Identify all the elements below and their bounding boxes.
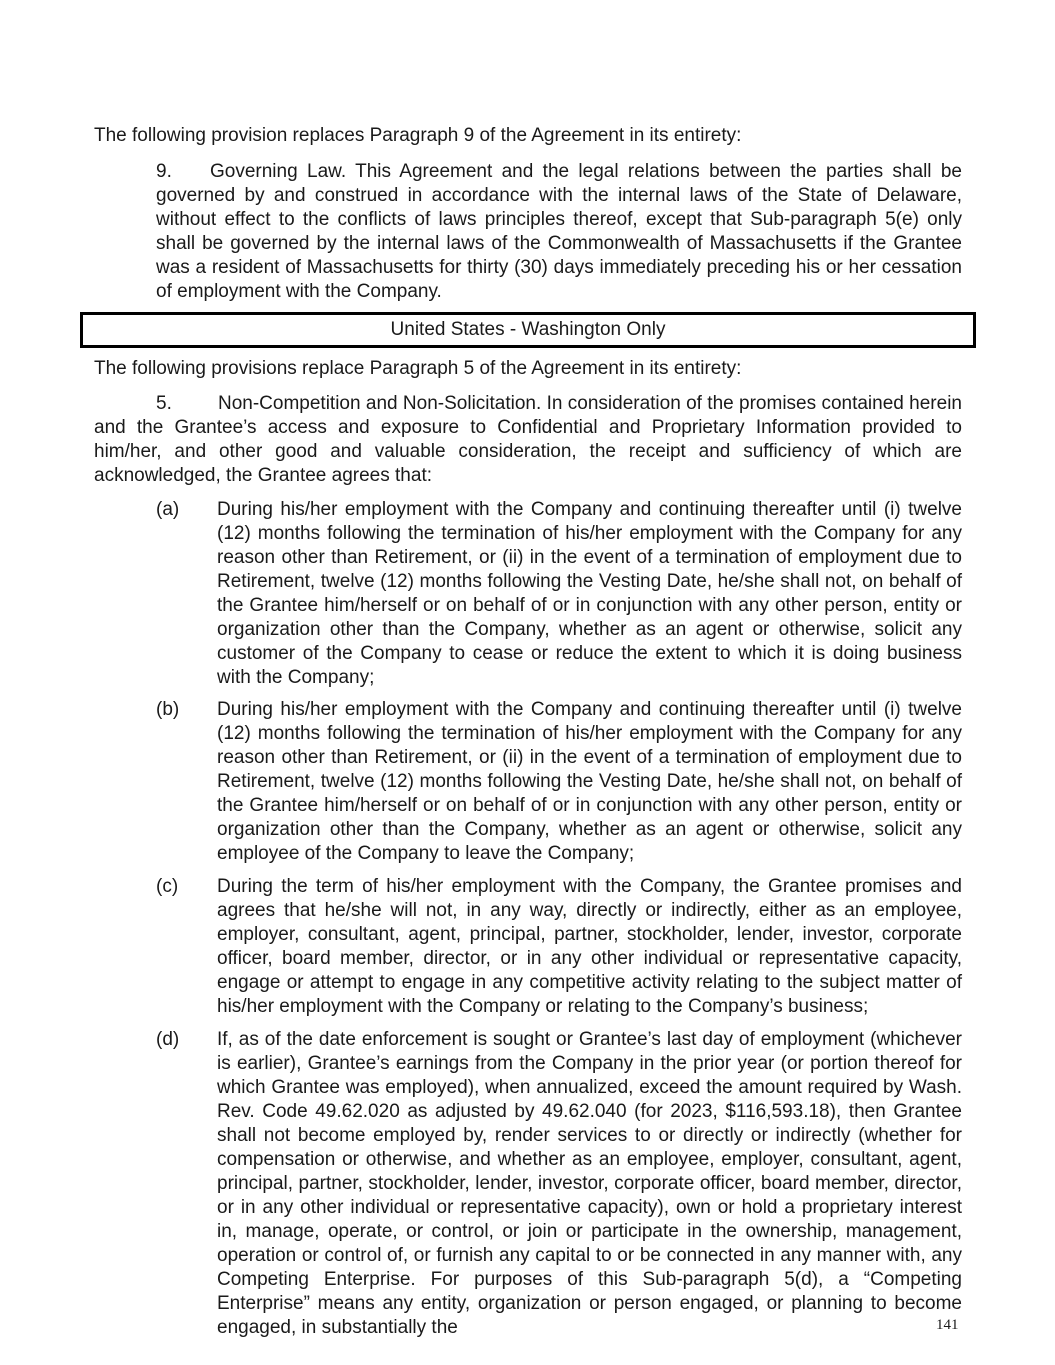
list-item-label: (d) <box>156 1029 180 1050</box>
washington-banner <box>80 312 976 348</box>
list-item-text: During his/her employment with the Company and continuing thereafter until (i) twelve (12) months following the termination of his/her employment with the Company for any reason other than Retirement, or (ii) in the event of a termination of employment due to Retirement, twelve (12) months following the Vesting Date, he/she shall not, on behalf of the Grantee him/herself or on behalf of or in conjunction with any other person, entity or organization other than the Company, whether as an agent or otherwise, solicit any employee of the Company to leave the Company; <box>217 699 962 864</box>
list-item-text: During the term of his/her employment with the Company, the Grantee promises and agrees that he/she will not, in any way, directly or indirectly, either as an employee, employer, consultant, agent, principal, partner, stockholder, lender, investor, corporate officer, board member, director, or in any other individual or representative capacity, engage or attempt to engage in any competitive activity relating to the subject matter of his/her employment with the Company or relating to the Company’s business; <box>217 876 962 1017</box>
page-number: 141 <box>936 1317 959 1333</box>
list-item-text: If, as of the date enforcement is sought or Grantee’s last day of employment (whichever is earlier), Grantee’s earnings from the Company in the prior year (or portion thereof for which Grantee was employed), when annualized, exceed the amount required by Wash. Rev. Code 49.62.020 as adjusted by 49.62.040 (for 2023, $116,593.18), then Grantee shall not become employed by, render services to or directly or indirectly (whether for compensation or otherwise, and whether as an employee, employer, consultant, agent, principal, partner, stockholder, lender, investor, corporate officer, board member, director, or in any other individual or representative capacity), own or hold a proprietary interest in, manage, operate, or control, or join or participate in the ownership, management, operation or control of, or furnish any capital to or be connected in any manner with, any Competing Enterprise. For purposes of this Sub-paragraph 5(d), a “Competing Enterprise” means any entity, organization or person engaged, or planning to become engaged, in substantially the <box>217 1029 962 1338</box>
list-item-text: During his/her employment with the Company and continuing thereafter until (i) twelve (12) months following the termination of his/her employment with the Company for any reason other than Retirement, or (ii) in the event of a termination of employment due to Retirement, twelve (12) months following the Vesting Date, he/she shall not, on behalf of the Grantee him/herself or on behalf of or in conjunction with any other person, entity or organization other than the Company, whether as an agent or otherwise, solicit any customer of the Company to cease or reduce the extent to which it is doing business with the Company; <box>217 499 962 688</box>
paragraph-9-text: Governing Law. This Agreement and the legal relations between the parties shall be governed by and construed in accordance with the internal laws of the State of Delaware, without effect to the conflicts of laws principles thereof, except that Sub-paragraph 5(e) only shall be governed by the internal laws of the Commonwealth of Massachusetts if the Grantee was a resident of Massachusetts for thirty (30) days immediately preceding his or her cessation of employment with the Company. <box>156 161 962 302</box>
paragraph-9-number: 9. <box>156 161 172 182</box>
section-ma-intro: The following provision replaces Paragraph 9 of the Agreement in its entirety: <box>94 125 742 146</box>
paragraph-5-number: 5. <box>156 393 172 414</box>
paragraph-5-text: Non-Competition and Non-Solicitation. In consideration of the promises contained herein and the Grantee’s access and exposure to Confidential and Proprietary Information provided to him/her, and other good and valuable consideration, the receipt and sufficiency of which are acknowledged, the Grantee agrees that: <box>94 393 962 486</box>
paragraph-9 <box>156 160 962 304</box>
washington-banner-title: United States - Washington Only <box>390 319 666 340</box>
list-item-label: (a) <box>156 499 180 520</box>
paragraph-5 <box>94 392 962 488</box>
section-wa-intro: The following provisions replace Paragraph 5 of the Agreement in its entirety: <box>94 358 742 379</box>
list-item-label: (c) <box>156 876 179 897</box>
list-item-label: (b) <box>156 699 180 720</box>
